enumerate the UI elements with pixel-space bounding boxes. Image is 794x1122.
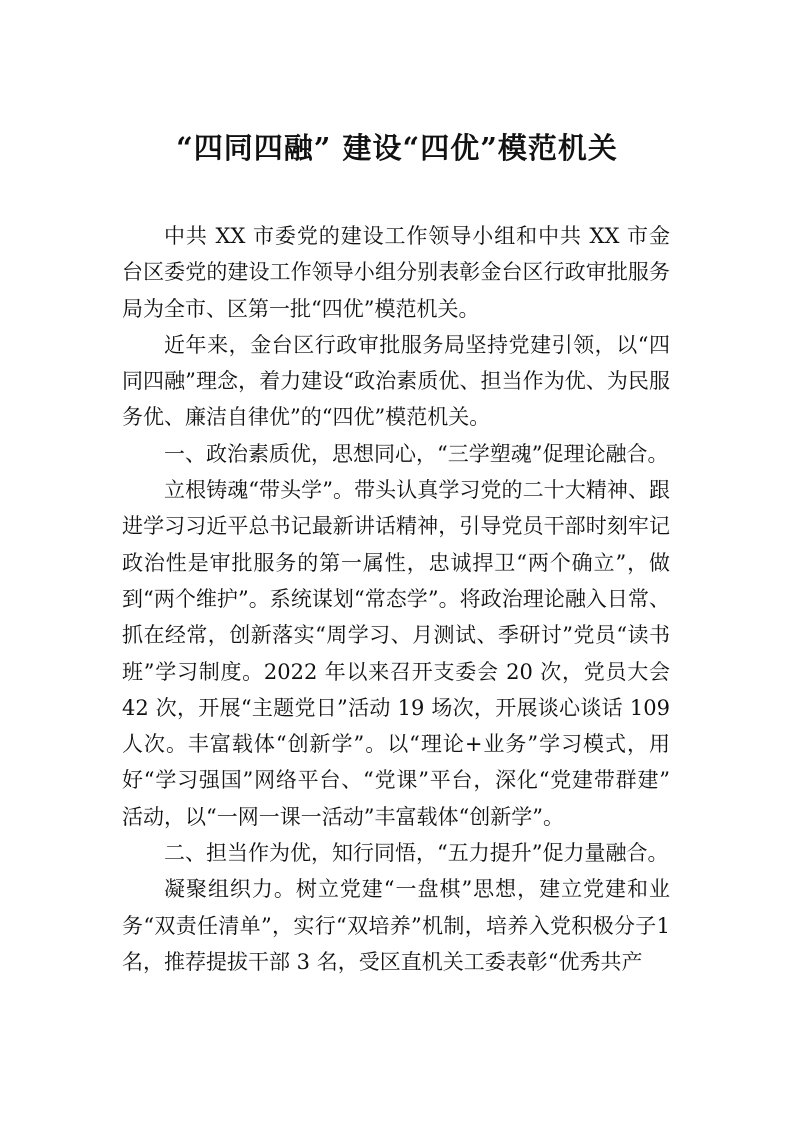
document-body	[122, 218, 670, 980]
section-heading-responsibility: 二、担当作为优，知行同悟，“五力提升”促力量融合。	[164, 841, 669, 866]
section-heading-political-quality: 一、政治素质优，思想同心，“三学塑魂”促理论融合。	[164, 441, 669, 466]
paragraph-organization: 凝聚组织力。树立党建“一盘棋”思想，建立党建和业务“双责任清单”，实行“双培养”机制，培养入党积极分子1 名，推荐提拔干部 3 名，受区直机关工委表彰“优秀共产	[122, 877, 670, 974]
paragraph-overview: 近年来，金台区行政审批服务局坚持党建引领，以“四同四融”理念，着力建设“政治素质优、担当作为优、为民服务优、廉洁自律优”的“四优”模范机关。	[122, 332, 670, 430]
paragraph-theory-study: 立根铸魂“带头学”。带头认真学习党的二十大精神、跟进学习习近平总书记最新讲话精神，引导党员干部时刻牢记政治性是审批服务的第一属性，忠诚捍卫“两个确立”，做到“两个维护”。系统谋划“常态学”。将政治理论融入日常、 抓在经常，创新落实“周学习、月测试、季研讨”党员“读书班”学习制度。2022 年以来召开支委会 20 次，党员大会42 次，开展“主题党日”活动 19 场次，开展谈心谈话 109 人次。丰富载体“创新学”。以“理论+业务”学习模式，用好“学习强国”网络平台、“党课”平台，深化“党建带群建” 活动，以“一网一课一活动”丰富载体“创新学”。	[122, 478, 670, 829]
document-title: “四同四融” 建设“四优”模范机关	[176, 131, 618, 165]
paragraph-commendation: 中共 XX 市委党的建设工作领导小组和中共 XX 市金台区委党的建设工作领导小组分别表彰金台区行政审批服务 局为全市、区第一批“四优”模范机关。	[122, 224, 670, 321]
